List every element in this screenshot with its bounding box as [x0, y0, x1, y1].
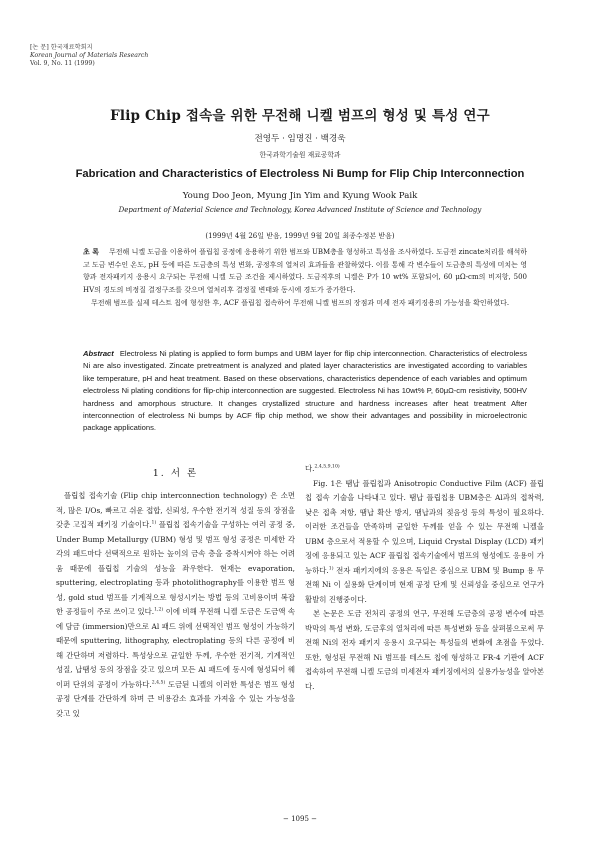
citation: 2,4,5) — [151, 680, 166, 686]
citation: 2,4,5,9,10) — [314, 464, 340, 470]
abstract-korean-label: 초 록 — [83, 247, 100, 256]
intro-p1-b: 플립칩 접속기술을 구성하는 여러 공정 중, Under Bump Metallurgy (UBM) 형성 및 범프 형성 공정은 미세한 각각의 패드마다 선택적으로 원하는 높이의 금속 층을 증착시켜야 하는 어려움 때문에 플립칩 기술의 성능을 좌우한다. 현재는 evaporation, sputtering, electroplating 등과 photolithography를 이용한 범프 형성, gold stud 범프를 기계적으로 형성시키는 방법 등의 고비용이며 복잡한 공정들이 주로 쓰이고 있다. — [56, 520, 295, 616]
paper-title-korean: Flip Chip 접속을 위한 무전해 니켈 범프의 형성 및 특성 연구 — [110, 108, 490, 124]
abstract-korean-text-1: 무전해 니켈 도금을 이용하여 플립칩 공정에 응용하기 위한 범프와 UBM층을 형성하고 특성을 조사하였다. 도금전 zincate처리를 해석하고 도금 변수인 온도, pH 등에 따른 도금층의 특성 변화, 공정후의 열처리 효과들을 관찰하였다. 이를 통해 각 변수들이 도금층의 특성에 미치는 영향과 전자패키지 응용시 요구되는 무전해 니켈 도금 조건을 제시하였다. 도금직후의 니켈은 P가 10 wt% 포함되어, 60 μΩ-cm의 비저항, 500 HV의 경도의 비정질 결정구조를 갖으며 열처리후 결정질 변태와 동시에 경도가 증가한다. — [83, 248, 527, 294]
intro-paragraph-2 — [305, 477, 544, 608]
affiliation-korean: 한국과학기술원 재료공학과 — [259, 151, 341, 159]
intro-p1-e: 다. — [305, 464, 315, 473]
citation: 1) — [151, 520, 157, 526]
journal-header — [30, 44, 148, 68]
intro-p1-a: 플립칩 접속기술 (Flip chip interconnection technology) 은 소면적, 많은 I/Os, 빠르고 쉬운 접합, 신뢰성, 우수한 전기적 성질 등의 장점을 갖춘 고집적 패키징 기술이다. — [56, 491, 295, 529]
citation: 1,2) — [154, 607, 164, 613]
intro-p1-d: 도금된 니켈의 이러한 특성은 범프 형성 공정 단계를 간단하게 하며 큰 비용감소 효과를 가져올 수 있는 가능성을 갖고 있 — [56, 679, 295, 718]
authors-korean: 전영두 · 임명진 · 백경욱 — [254, 134, 346, 144]
abstract-korean — [83, 246, 527, 310]
abstract-english-text: Electroless Ni plating is applied to form bumps and UBM layer for flip chip interconnection. Characteristics of electroless Ni are also investigated. Zincate pretreatment is analyzed and plated layer characteristics are investigated according to variables like temperature, pH and heat treatment. Based on these observations, characteristics dependence of each variables and optimum electroless Ni plating conditions for flip-chip interconnection are suggested. Electroless Ni has 10wt% P, 60μΩ-cm resistivity, 500HV hardness and amorphous structure. It changes crystallized structure and hardness increases after heat treatment After interconnection of electroless Ni bumps by ACF flip chip method, we show their advantages and possibility in microelectronic package applications. — [83, 349, 527, 433]
abstract-english-label: Abstract — [83, 349, 114, 358]
intro-p2-a: Fig. 1은 땜납 플립칩과 Anisotropic Conductive Film (ACF) 플립칩 접속 기술을 나타내고 있다. 땜납 플립칩용 UBM층은 Al과의 접착력, 낮은 접촉 저항, 땜납 확산 방지, 땜납과의 젖음성 등의 특성이 필요하다. 이러한 조건들을 만족하며 균일한 두께를 얻을 수 있는 무전해 니켈을 UBM 층으로서 적용할 수 있으며, Liquid Crystal Display (LCD) 패키징에 응용되고 있는 ACF 플립칩 접속기술에서 범프의 형성에도 응용이 가능하다. — [305, 478, 544, 575]
authors-english: Young Doo Jeon, Myung Jin Yim and Kyung Wook Paik — [182, 191, 418, 201]
affiliation-english: Department of Material Science and Technology, Korea Advanced Institute of Science and Technology — [118, 206, 482, 214]
journal-line-2: Korean Journal of Materials Research — [30, 52, 149, 59]
paper-title-english: Fabrication and Characteristics of Electroless Ni Bump for Flip Chip Interconnection — [75, 168, 525, 180]
abstract-english — [83, 348, 527, 435]
intro-p2-b: 전자 패키지에의 응용은 독일은 중심으로 UBM 및 Bump 용 무전해 Ni 이 실용화 단계이며 현재 공정 단계 및 신뢰성을 중심으로 연구가 활발히 진행중이다. — [305, 565, 544, 604]
journal-line-1: [논 문] 한국재료학회지 — [30, 44, 93, 51]
abstract-korean-paragraph-2: 무전해 범프를 실제 테스트 칩에 형성한 후, ACF 플립칩 접속하여 무전해 니켈 범프의 장점과 미세 전자 패키징용의 가능성을 확인하였다. — [91, 299, 510, 308]
abstract-korean-paragraph-1 — [83, 246, 527, 296]
right-column — [305, 462, 544, 694]
page-number: − 1095 − — [283, 815, 317, 823]
left-column — [56, 462, 295, 721]
section-heading-introduction: 1. 서 론 — [152, 468, 199, 479]
citation: 1) — [328, 566, 334, 572]
intro-paragraph-1-continued — [305, 462, 544, 477]
intro-paragraph-3: 본 논문은 도금 전처리 공정의 연구, 무전해 도금층의 공정 변수에 따른 박막의 특성 변화, 도금후의 열처리에 따른 특성변화 등을 살펴봄으로써 무전해 Ni의 전자 패키지 응용시 요구되는 특성들의 변화에 초점을 두었다. 또한, 형성된 무전해 Ni 범프를 테스트 칩에 형성하고 FR-4 기판에 ACF 접속하여 무전해 니켈 도금의 미세전자 패키징에서의 실용가능성을 알아본다. — [305, 609, 544, 691]
intro-p1-c: 이에 비해 무전해 니켈 도금은 도금액 속에 담금 (immersion)만으로 Al 패드 위에 선택적인 범프 형성이 가능하기 때문에 sputtering, lithography, electroplating 등의 다른 공정에 비해 간단하며 저렴하다. 특성상으로 균일한 두께, 우수한 전기적, 기계적인 성질, 납땜성 등의 장점을 갖고 있으며 모든 Al 패드에 동시에 형성되어 웨이퍼 단위의 공정이 가능하다. — [56, 607, 295, 689]
received-dates: (1999년 4월 26일 받음, 1999년 9월 20일 최종수정본 받음) — [205, 232, 395, 240]
journal-line-3: Vol. 9, No. 11 (1999) — [30, 60, 95, 67]
intro-paragraph-1 — [56, 489, 295, 721]
